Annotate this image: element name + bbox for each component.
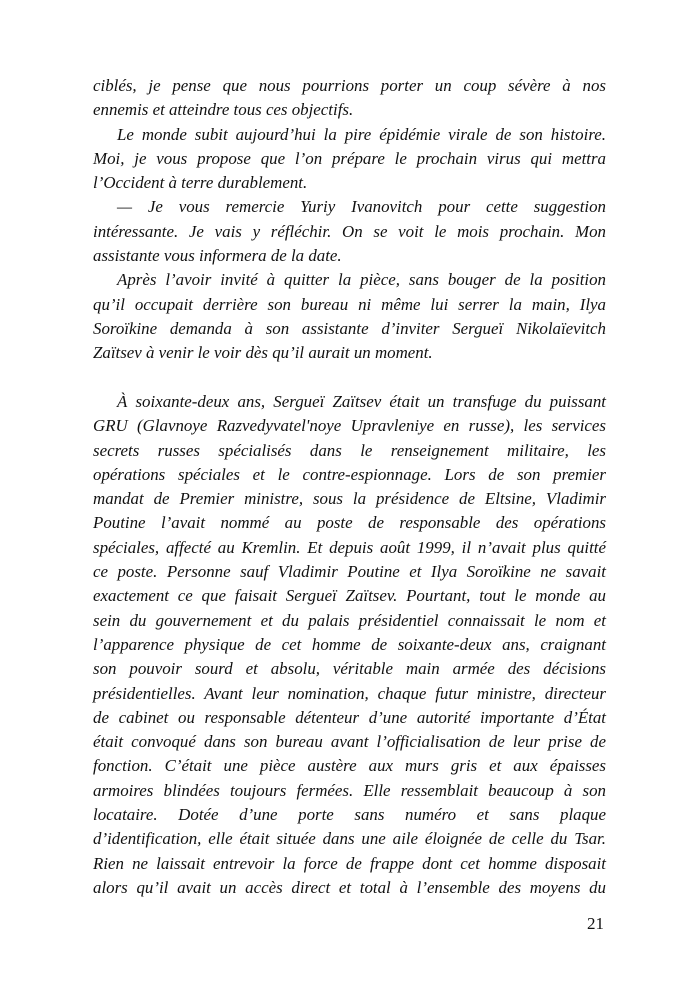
text-line: qu’il occupait derrière son bureau ni même lui serrer la main, Ilya xyxy=(93,294,606,314)
text-line: fonction. C’était une pièce austère aux murs gris et aux épaisses xyxy=(93,756,606,776)
text-line: présidentielles. Avant leur nomination, chaque futur ministre, directeur xyxy=(93,683,606,703)
text-line: — Je vous remercie Yuriy Ivanovitch pour cette suggestion xyxy=(117,197,606,217)
text-line: À soixante-deux ans, Sergueï Zaïtsev était un transfuge du puissant xyxy=(117,392,606,411)
text-line: l’Occident à terre durablement. xyxy=(93,173,308,193)
text-line: Moi, je vous propose que l’on prépare le prochain virus qui mettra xyxy=(93,148,606,168)
text-line: l’apparence physique de cet homme de soixante-deux ans, craignant xyxy=(93,634,606,654)
text-line: sein du gouvernement et du palais présidentiel connaissait le nom et xyxy=(93,610,606,630)
text-line: intéressante. Je vais y réfléchir. On se voit le mois prochain. Mon xyxy=(93,221,606,241)
text-line: secrets russes spécialisés dans le renseignement militaire, les xyxy=(93,440,606,460)
text-line: alors qu’il avait un accès direct et total à l’ensemble des moyens du xyxy=(93,877,606,897)
text-section-1 xyxy=(93,74,606,366)
text-line: opérations spéciales et le contre-espionnage. Lors de son premier xyxy=(93,464,606,484)
text-line: Après l’avoir invité à quitter la pièce, sans bouger de la position xyxy=(117,270,606,290)
text-line: ciblés, je pense que nous pourrions porter un coup sévère à nos xyxy=(93,76,606,95)
text-line: ennemis et atteindre tous ces objectifs. xyxy=(93,100,354,120)
text-line: locataire. Dotée d’une porte sans numéro et sans plaque xyxy=(93,805,606,825)
text-line: ce poste. Personne sauf Vladimir Poutine et Ilya Soroïkine ne savait xyxy=(93,562,606,582)
page-number: 21 xyxy=(587,914,604,933)
text-line: mandat de Premier ministre, sous la présidence de Eltsine, Vladimir xyxy=(93,489,606,509)
text-line: Rien ne laissait entrevoir la force de frappe dont cet homme disposait xyxy=(93,853,606,873)
text-line: de cabinet ou responsable détenteur d’une autorité importante d’État xyxy=(93,707,606,727)
text-line: Zaïtsev à venir le voir dès qu’il aurait un moment. xyxy=(93,343,433,363)
text-line: assistante vous informera de la date. xyxy=(93,246,342,266)
text-line: était convoqué dans son bureau avant l’officialisation de leur prise de xyxy=(93,732,606,752)
text-line: son pouvoir sourd et absolu, véritable main armée des décisions xyxy=(93,659,606,679)
text-line: d’identification, elle était située dans une aile éloignée de celle du Tsar. xyxy=(93,829,606,849)
text-line: Soroïkine demanda à son assistante d’inviter Sergueï Nikolaïevitch xyxy=(93,318,606,338)
text-line: Poutine l’avait nommé au poste de responsable des opérations xyxy=(93,513,606,533)
text-line: spéciales, affecté au Kremlin. Et depuis août 1999, il n’avait plus quitté xyxy=(93,537,606,557)
text-line: armoires blindées toujours fermées. Elle ressemblait beaucoup à son xyxy=(93,780,606,800)
text-line: GRU (Glavnoye Razvedyvatel'noye Upravleniye en russe), les services xyxy=(93,416,606,436)
text-line: exactement ce que faisait Sergueï Zaïtsev. Pourtant, tout le monde au xyxy=(93,586,606,606)
text-section-2 xyxy=(93,390,606,900)
text-line: Le monde subit aujourd’hui la pire épidémie virale de son histoire. xyxy=(117,124,606,144)
